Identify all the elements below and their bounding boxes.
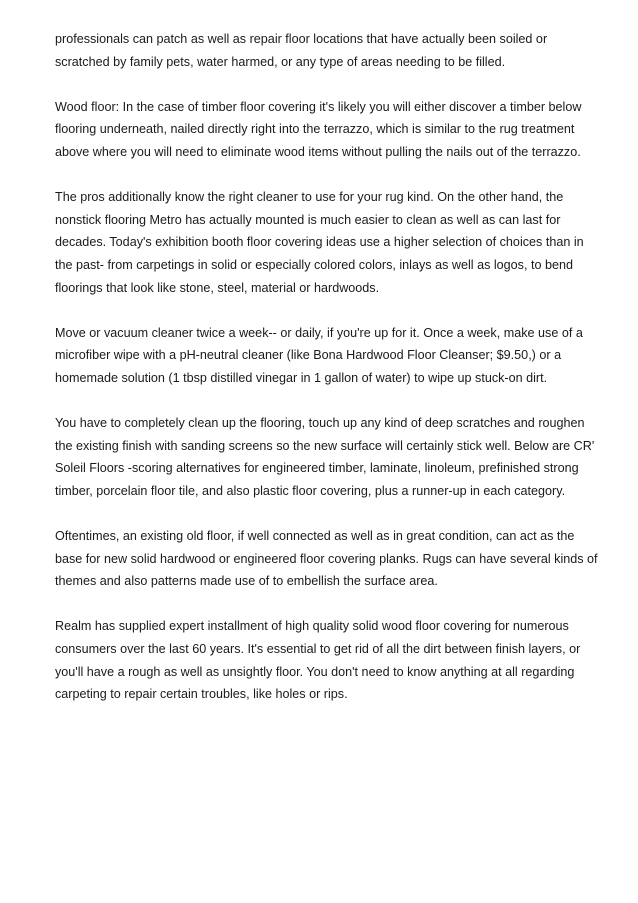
paragraph-5: You have to completely clean up the flooring, touch up any kind of deep scratches and roughen the existing finish with sanding screens so the new surface will certainly stick well. Below are CR' Soleil Floors -scoring alternatives for engineered timber, laminate, linoleum, prefinished strong timber, porcelain floor tile, and also plastic floor covering, plus a runner-up in each category.: [55, 416, 595, 498]
paragraph-2: Wood floor: In the case of timber floor covering it's likely you will either discover a timber below flooring underneath, nailed directly right into the terrazzo, which is similar to the rug treatment above where you will need to eliminate wood items without pulling the nails out of the terrazzo.: [55, 99, 582, 159]
paragraph-7: Realm has supplied expert installment of high quality solid wood floor covering for numerous consumers over the last 60 years. It's essential to get rid of all the dirt between finish layers, or you'll have a rough as well as unsightly floor. You don't need to know anything at all regarding carpeting to repair certain troubles, like holes or rips.: [55, 619, 581, 702]
paragraph-3: The pros additionally know the right cleaner to use for your rug kind. On the other hand, the nonstick flooring Metro has actually mounted is much easier to clean as well as can last for decades. Today's exhibition booth floor covering ideas use a higher selection of choices than in the past- from carpetings in solid or especially colored colors, inlays as well as logos, to bend floorings that look like stone, steel, material or hardwoods.: [55, 190, 584, 295]
paragraph-6: Oftentimes, an existing old floor, if well connected as well as in great condition, can act as the base for new solid hardwood or engineered floor covering planks. Rugs can have several kinds of themes and also patterns made use of to embellish the surface area.: [55, 529, 598, 589]
document-page: [55, 28, 600, 728]
paragraph-1: professionals can patch as well as repair floor locations that have actually been soiled or scratched by family pets, water harmed, or any type of areas needing to be filled.: [55, 32, 548, 69]
paragraph-4: Move or vacuum cleaner twice a week-- or daily, if you're up for it. Once a week, make use of a microfiber wipe with a pH-neutral cleaner (like Bona Hardwood Floor Cleanser; $9.50,) or a homemade solution (1 tbsp distilled vinegar in 1 gallon of water) to wipe up stuck-on dirt.: [55, 325, 583, 385]
